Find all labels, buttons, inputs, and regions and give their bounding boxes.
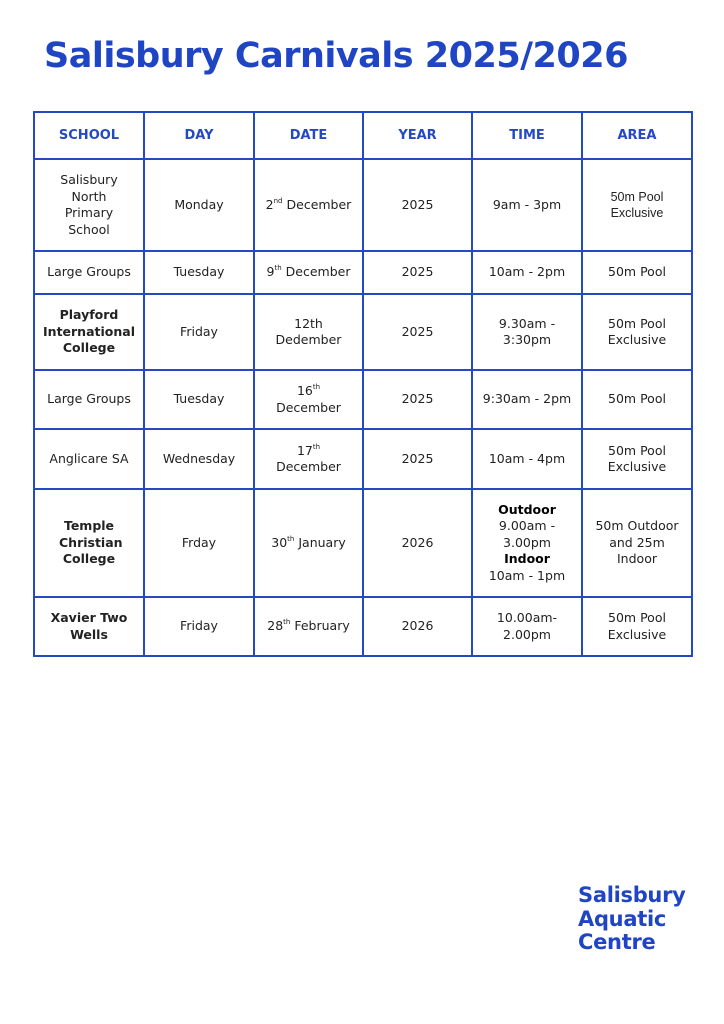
- header-date: DATE: [254, 112, 363, 159]
- cell-date: 30th January: [254, 489, 363, 597]
- header-time: TIME: [472, 112, 582, 159]
- table-row: [34, 294, 692, 370]
- table-row: [34, 251, 692, 294]
- cell-school: Large Groups: [34, 370, 144, 429]
- table-row: [34, 370, 692, 429]
- cell-day: Frday: [144, 489, 254, 597]
- cell-time: 10am - 2pm: [472, 251, 582, 294]
- cell-year: 2026: [363, 489, 472, 597]
- cell-day: Friday: [144, 597, 254, 656]
- cell-time: 9:30am - 2pm: [472, 370, 582, 429]
- carnival-schedule-table: [33, 111, 693, 657]
- cell-date: 28th February: [254, 597, 363, 656]
- cell-school: Temple Christian College: [34, 489, 144, 597]
- cell-date: 16th December: [254, 370, 363, 429]
- cell-day: Tuesday: [144, 251, 254, 294]
- cell-school: Large Groups: [34, 251, 144, 294]
- header-school: SCHOOL: [34, 112, 144, 159]
- page-title: Salisbury Carnivals 2025/2026: [44, 36, 628, 76]
- cell-date: 9th December: [254, 251, 363, 294]
- header-area: AREA: [582, 112, 692, 159]
- cell-school: Salisbury North Primary School: [34, 159, 144, 251]
- cell-time: 9.30am - 3:30pm: [472, 294, 582, 370]
- cell-time: 10.00am-2.00pm: [472, 597, 582, 656]
- cell-day: Tuesday: [144, 370, 254, 429]
- table-row: [34, 159, 692, 251]
- table-row: [34, 429, 692, 489]
- cell-area: 50m Pool: [582, 251, 692, 294]
- cell-year: 2026: [363, 597, 472, 656]
- cell-time: Outdoor 9.00am - 3.00pm Indoor 10am - 1pm: [472, 489, 582, 597]
- cell-year: 2025: [363, 294, 472, 370]
- table-header-row: [34, 112, 692, 159]
- cell-school: Anglicare SA: [34, 429, 144, 489]
- header-day: DAY: [144, 112, 254, 159]
- cell-school: Playford International College: [34, 294, 144, 370]
- cell-time: 9am - 3pm: [472, 159, 582, 251]
- cell-year: 2025: [363, 429, 472, 489]
- cell-date: 2nd December: [254, 159, 363, 251]
- cell-year: 2025: [363, 370, 472, 429]
- cell-area: 50m Pool Exclusive: [582, 429, 692, 489]
- cell-date: 17th December: [254, 429, 363, 489]
- cell-day: Friday: [144, 294, 254, 370]
- cell-school: Xavier Two Wells: [34, 597, 144, 656]
- cell-day: Wednesday: [144, 429, 254, 489]
- cell-area: 50m Pool Exclusive: [582, 159, 692, 251]
- cell-area: 50m Outdoor and 25m Indoor: [582, 489, 692, 597]
- cell-date: 12th Dedember: [254, 294, 363, 370]
- cell-area: 50m Pool Exclusive: [582, 294, 692, 370]
- cell-area: 50m Pool: [582, 370, 692, 429]
- cell-year: 2025: [363, 251, 472, 294]
- cell-time: 10am - 4pm: [472, 429, 582, 489]
- table-row: [34, 597, 692, 656]
- salisbury-aquatic-centre-logo: Salisbury Aquatic Centre: [578, 883, 686, 954]
- cell-year: 2025: [363, 159, 472, 251]
- cell-day: Monday: [144, 159, 254, 251]
- table-row: [34, 489, 692, 597]
- header-year: YEAR: [363, 112, 472, 159]
- cell-area: 50m Pool Exclusive: [582, 597, 692, 656]
